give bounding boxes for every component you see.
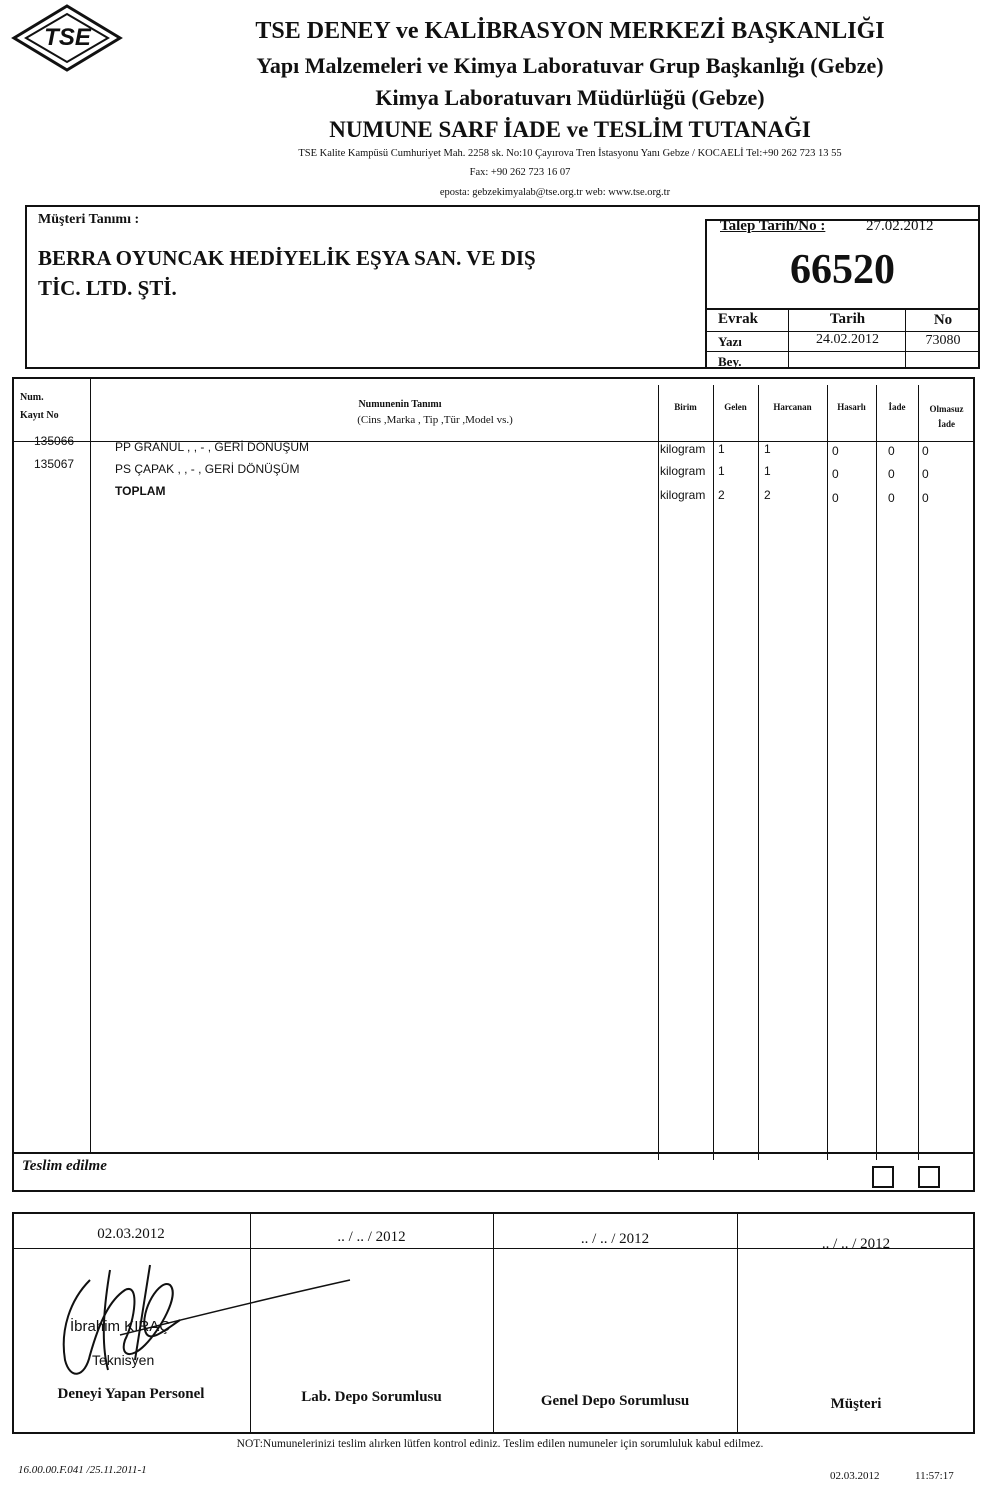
header-fax: Fax: +90 262 723 16 07 [469, 167, 571, 178]
col-header-num-line2: Kayıt No [20, 410, 59, 421]
header-address: TSE Kalite Kampüsü Cumhuriyet Mah. 2258 sk. No:10 Çayırova Tren İstasyonu Yanı Gebze / KOCAELİ Tel:+90 262 723 13 55 [298, 148, 842, 159]
form-title: NUMUNE SARF İADE ve TESLİM TUTANAĞI [329, 117, 811, 142]
header-line1: TSE DENEY ve KALİBRASYON MERKEZİ BAŞKANLIĞI [255, 18, 885, 44]
row-gelen: 2 [718, 488, 725, 502]
col-header-olmasuz-line2: İade [937, 419, 955, 429]
col-header-num-line1: Num. [20, 392, 44, 403]
print-date: 02.03.2012 [830, 1470, 880, 1482]
sig-col1-role: Deneyi Yapan Personel [57, 1386, 205, 1402]
yazi-date: 24.02.2012 [816, 332, 879, 347]
row-no: 135067 [34, 457, 75, 471]
row-unit: kilogram [660, 442, 706, 456]
teslim-checkbox-2[interactable] [918, 1166, 940, 1188]
header-email: eposta: gebzekimyalab@tse.org.tr web: www.tse.org.tr [439, 187, 671, 198]
row-unit: kilogram [660, 488, 706, 502]
customer-label: Müşteri Tanımı : [38, 212, 140, 227]
teslim-checkbox-1[interactable] [872, 1166, 894, 1188]
row-hasarli: 0 [832, 467, 839, 481]
evrak-label: Evrak [718, 311, 759, 327]
form-code: 16.00.00.F.041 /25.11.2011-1 [18, 1464, 147, 1476]
row-hasarli: 0 [832, 491, 839, 505]
items-table [12, 377, 975, 1192]
col-header-iade: İade [888, 402, 906, 412]
yazi-no: 73080 [925, 333, 961, 348]
sig-col4-role: Müşteri [830, 1396, 882, 1412]
sig-col3-date: .. / .. / 2012 [580, 1231, 650, 1247]
row-olmasuz: 0 [922, 467, 929, 481]
teslim-edilme-label: Teslim edilme [22, 1158, 107, 1174]
disclaimer-note: NOT:Numunelerinizi teslim alırken lütfen kontrol ediniz. Teslim edilen numuneler için sorumluluk kabul edilmez. [236, 1438, 764, 1450]
no-label: No [933, 312, 953, 328]
row-olmasuz: 0 [922, 444, 929, 458]
row-desc-total: TOPLAM [115, 484, 166, 498]
request-date: 27.02.2012 [866, 218, 934, 234]
col-header-hasarli: Hasarlı [837, 402, 866, 412]
signer-name: İbrahim KIRAÇ [70, 1318, 171, 1335]
row-desc: PP GRANÜL , , - , GERİ DÖNÜŞÜM [115, 440, 310, 454]
row-harcanan: 1 [764, 464, 771, 478]
request-number: 66520 [790, 247, 895, 293]
sig-col3-role: Genel Depo Sorumlusu [540, 1393, 690, 1409]
row-iade: 0 [888, 491, 895, 505]
customer-name-line2: TİC. LTD. ŞTİ. [38, 276, 177, 300]
customer-name-line1: BERRA OYUNCAK HEDİYELİK EŞYA SAN. VE DIŞ [38, 246, 536, 270]
col-header-desc-line2: (Cins ,Marka , Tip ,Tür ,Model vs.) [357, 414, 513, 426]
logo-text: TSE [44, 24, 91, 51]
signer-title: Teknisyen [92, 1352, 155, 1368]
tse-logo [10, 2, 125, 74]
col-header-olmasuz-line1: Olmasuz [929, 404, 964, 414]
row-no: 135066 [34, 434, 75, 448]
row-gelen: 1 [718, 442, 725, 456]
col-header-desc-line1: Numunenin Tanımı [358, 399, 442, 410]
row-gelen: 1 [718, 464, 725, 478]
col-header-gelen: Gelen [724, 402, 747, 412]
header-line2: Yapı Malzemeleri ve Kimya Laboratuvar Grup Başkanlığı (Gebze) [256, 53, 884, 78]
print-time: 11:57:17 [915, 1470, 954, 1482]
request-label: Talep Tarih/No : [720, 218, 826, 234]
tarih-label: Tarih [829, 311, 866, 327]
col-header-harcanan: Harcanan [773, 402, 812, 412]
row-harcanan: 1 [764, 442, 771, 456]
row-iade: 0 [888, 444, 895, 458]
bey-label: Bey. [718, 354, 742, 369]
row-desc: PS ÇAPAK , , - , GERİ DÖNÜŞÜM [115, 462, 300, 476]
col-header-unit: Birim [674, 402, 697, 412]
row-olmasuz: 0 [922, 491, 929, 505]
yazi-label: Yazı [718, 334, 742, 349]
sig-col2-role: Lab. Depo Sorumlusu [301, 1389, 442, 1405]
row-hasarli: 0 [832, 444, 839, 458]
sig-col2-date: .. / .. / 2012 [337, 1229, 406, 1245]
row-unit: kilogram [660, 464, 706, 478]
sig-col4-date: .. / .. / 2012 [821, 1236, 891, 1252]
sig-col1-date: 02.03.2012 [97, 1226, 165, 1242]
row-iade: 0 [888, 467, 895, 481]
header-line3: Kimya Laboratuvarı Müdürlüğü (Gebze) [375, 85, 765, 110]
row-harcanan: 2 [764, 488, 771, 502]
